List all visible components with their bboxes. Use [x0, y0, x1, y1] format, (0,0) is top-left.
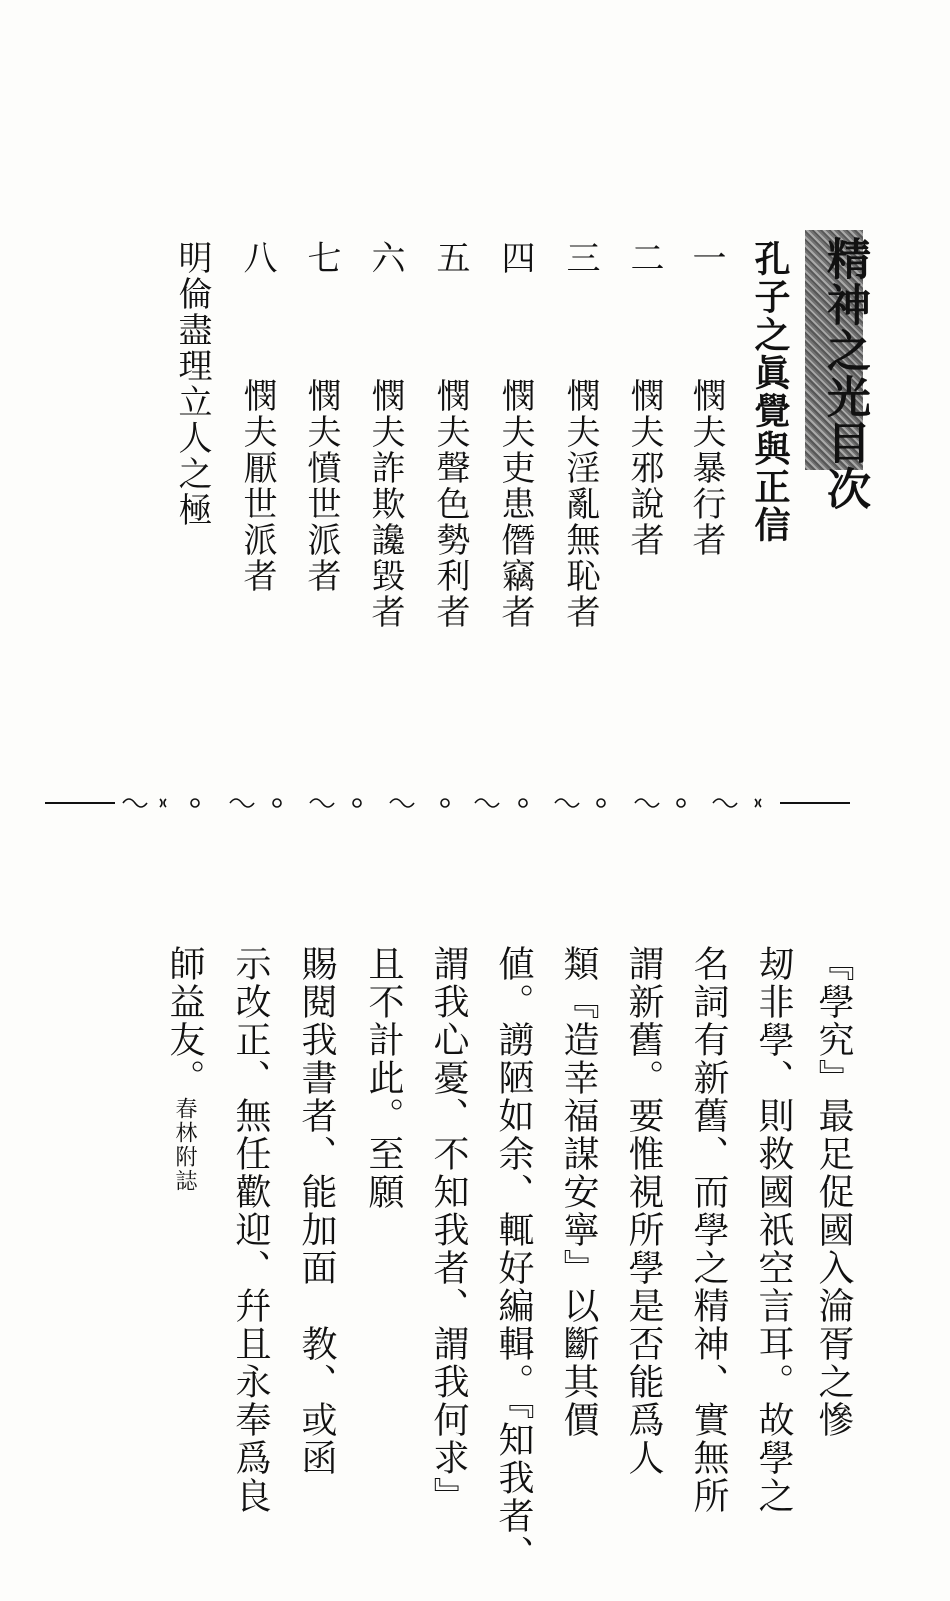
toc-item-2: [620, 240, 669, 570]
toc-item-number: 八: [237, 240, 277, 276]
essay-line-8: 且不計此。至願: [363, 945, 404, 1211]
toc-item-6: [361, 240, 410, 630]
toc-item-number: 一: [686, 240, 726, 276]
toc-item-label: 憫夫暴行者: [686, 378, 726, 558]
toc-item-8: [233, 240, 282, 594]
essay-line-4: 謂新舊。要惟視所學是否能爲人: [623, 945, 664, 1477]
toc-item-1: [682, 240, 731, 570]
essay-line-11: [164, 945, 205, 1193]
essay-closing: 師益友。: [164, 945, 205, 1097]
essay-line-10: 示改正、無任歡迎、幷且永奉爲良: [230, 945, 271, 1515]
essay-signature: 春林附誌: [172, 1097, 197, 1193]
toc-item-4: [491, 240, 540, 630]
toc-item-label: 憫夫聲色勢利者: [430, 378, 470, 630]
essay-line-2: 刼非學、則救國祇空言耳。故學之: [753, 945, 794, 1515]
toc-item-label: 憫夫憤世派者: [301, 378, 341, 594]
ornamental-divider: [45, 793, 850, 813]
essay-line-3: 名詞有新舊、而學之精神、實無所: [688, 945, 729, 1515]
toc-item-5: [426, 240, 475, 630]
toc-item-number: 四: [495, 240, 535, 276]
essay-line-5: 類『造幸福謀安寧』以斷其價: [558, 945, 599, 1439]
toc-item-9: [168, 240, 217, 570]
toc-subtitle: 孔子之眞覺與正信: [749, 240, 791, 544]
toc-item-number: 五: [430, 240, 470, 276]
toc-item-label: 憫夫吏患僭竊者: [495, 378, 535, 630]
toc-item-number: 三: [560, 240, 600, 276]
essay-line-9: 賜閱我書者、能加面 教、或函: [296, 945, 337, 1477]
toc-item-label: 憫夫淫亂無恥者: [560, 378, 600, 630]
toc-item-label: 憫夫詐欺讒毀者: [365, 378, 405, 630]
toc-item-3: [556, 240, 605, 630]
toc-item-label: 憫夫厭世派者: [237, 378, 277, 594]
toc-item-label: 憫夫邪說者: [624, 378, 664, 558]
essay-line-6: 値。謭陋如余、輒好編輯。『知我者、: [493, 945, 534, 1573]
toc-item-label: 明倫盡理立人之極: [172, 240, 212, 528]
toc-item-7: [297, 240, 346, 594]
essay-line-1: 『學究』最足促國入淪胥之慘: [813, 945, 854, 1439]
essay-line-7: 謂我心憂、不知我者、謂我何求』: [428, 945, 469, 1515]
toc-title: 精神之光目次: [819, 236, 870, 512]
toc-item-number: 六: [365, 240, 405, 276]
toc-item-number: 二: [624, 240, 664, 276]
toc-item-number: 七: [301, 240, 341, 276]
